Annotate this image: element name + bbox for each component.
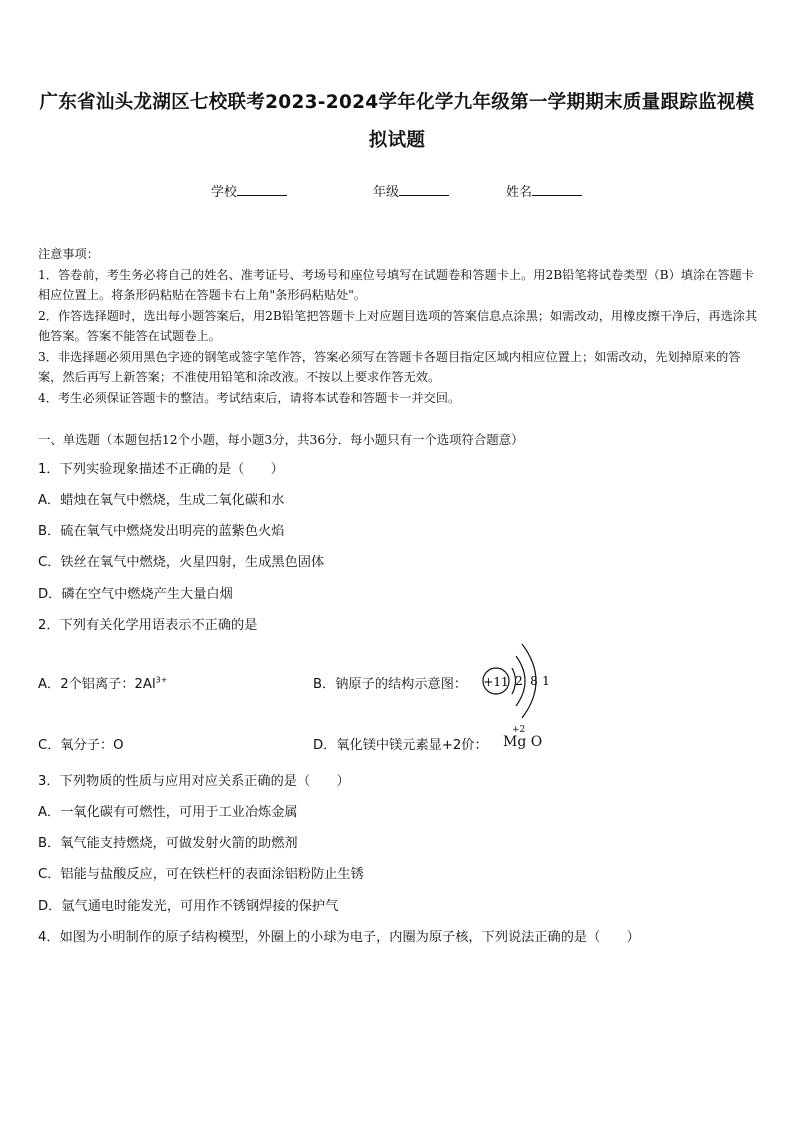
q2-option-d: D．氧化镁中镁元素显+2价： (313, 738, 488, 753)
q1-option-a: A．蜡烛在氧气中燃烧，生成二氧化碳和水 (38, 493, 285, 508)
shell-electrons-2: 8 (530, 674, 538, 688)
title-line-1: 广东省汕头龙湖区七校联考2023-2024学年化学九年级第一学期期末质量跟踪监视模 (39, 92, 755, 113)
name-field (506, 181, 582, 200)
q1-stem: 1．下列实验现象描述不正确的是（ ） (38, 462, 284, 477)
q2-option-b: B．钠原子的结构示意图： (313, 677, 468, 692)
name-label: 姓名 (506, 185, 533, 200)
notice-item-3: 3．非选择题必须用黑色字迹的钢笔或签字笔作答，答案必须写在答题卡各题目指定区域内相应位置上；如需改动，先划掉原来的答案，然后再写上新答案；不准使用铅笔和涂改液。不按以上要求作答无效。 (38, 349, 741, 384)
notice-block (38, 244, 760, 408)
school-label: 学校 (211, 185, 238, 200)
notice-heading: 注意事项： (38, 247, 99, 261)
title-line-2: 拟试题 (368, 130, 426, 151)
school-blank (237, 181, 287, 196)
q1-option-d: D．磷在空气中燃烧产生大量白烟 (38, 587, 233, 602)
q2-stem: 2．下列有关化学用语表示不正确的是 (38, 618, 258, 633)
name-blank (532, 181, 582, 196)
q2-option-a-text: A．2个铝离子：2Al (38, 677, 156, 692)
shell-electrons-3: 1 (542, 674, 550, 688)
notice-item-1: 1．答卷前，考生务必将自己的姓名、准考证号、考场号和座位号填写在试题卷和答题卡上。用2B铅笔将试卷类型（B）填涂在答题卡相应位置上。将条形码粘贴在答题卡右上角"条形码粘贴处"。 (38, 267, 754, 302)
q3-option-a: A．一氧化碳有可燃性，可用于工业冶炼金属 (38, 805, 298, 820)
school-field (211, 181, 287, 200)
q1-option-b: B．硫在氧气中燃烧发出明亮的蓝紫色火焰 (38, 524, 285, 539)
q2-option-a-charge: 3+ (155, 675, 168, 685)
notice-item-2: 2．作答选择题时，选出每小题答案后，用2B铅笔把答题卡上对应题目选项的答案信息点涂黑；如需改动，用橡皮擦干净后，再选涂其他答案。答案不能答在试题卷上。 (38, 308, 758, 343)
mgo-text: Mg O (503, 734, 543, 750)
student-info-fields (0, 181, 794, 203)
q3-option-b: B．氧气能支持燃烧，可做发射火箭的助燃剂 (38, 836, 298, 851)
q2-option-c: C．氧分子：O (38, 738, 124, 753)
q1-option-c: C．铁丝在氧气中燃烧，火星四射，生成黑色固体 (38, 555, 325, 570)
notice-item-4: 4．考生必须保证答题卡的整洁。考试结束后，请将本试卷和答题卡一并交回。 (38, 390, 461, 405)
q4-stem: 4．如图为小明制作的原子结构模型，外圈上的小球为电子，内圈为原子核，下列说法正确的是（ ） (38, 930, 640, 945)
q3-stem: 3．下列物质的性质与应用对应关系正确的是（ ） (38, 774, 350, 789)
q3-option-d: D．氩气通电时能发光，可用作不锈钢焊接的保护气 (38, 899, 339, 914)
sodium-atom-diagram (478, 640, 558, 720)
shell-electrons-1: 2 (515, 674, 523, 688)
grade-label: 年级 (373, 185, 400, 200)
document-title (30, 84, 764, 160)
mg-valence: +2 (512, 725, 526, 735)
section-heading: 一、单选题（本题包括12个小题，每小题3分，共36分．每小题只有一个选项符合题意） (38, 432, 524, 447)
q3-option-c: C．铝能与盐酸反应，可在铁栏杆的表面涂铝粉防止生锈 (38, 867, 364, 882)
grade-blank (399, 181, 449, 196)
grade-field (373, 181, 449, 200)
q2-option-a (38, 673, 167, 692)
nucleus-charge: +11 (483, 675, 509, 689)
